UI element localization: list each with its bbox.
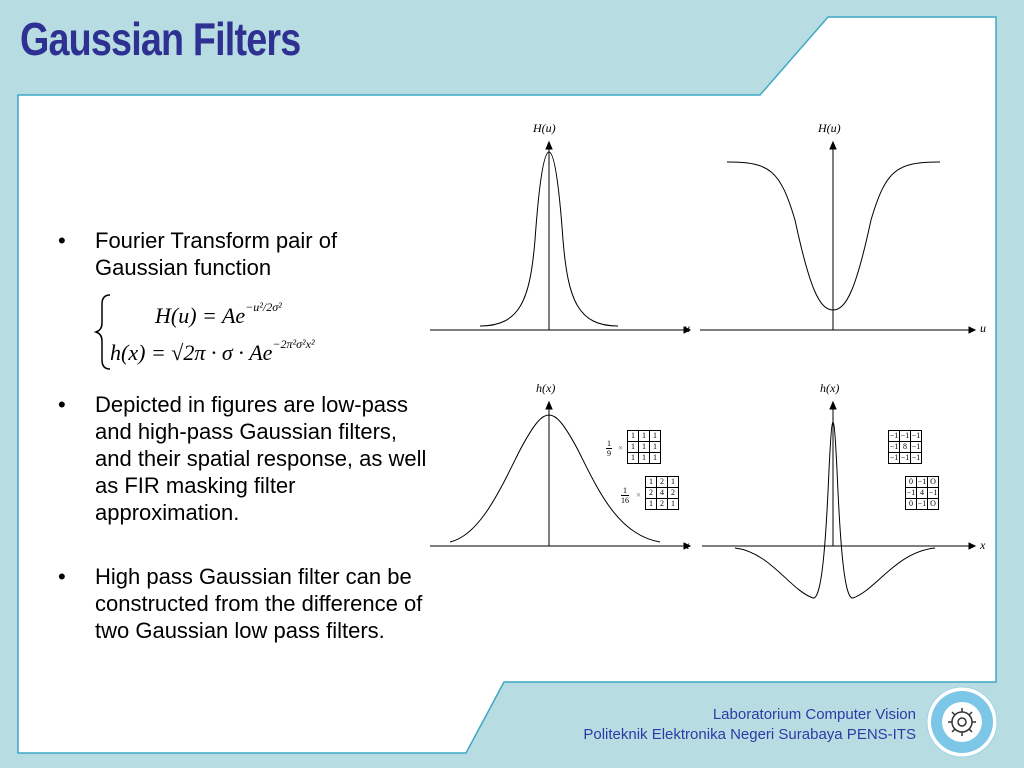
mask-cell: 1 bbox=[639, 442, 650, 453]
weighted-mask-scale-denominator: 16 bbox=[621, 496, 629, 505]
highpass-4-mask-matrix bbox=[905, 476, 939, 510]
mask-cell: 0 bbox=[906, 477, 917, 488]
arrow-icon bbox=[546, 142, 552, 149]
arrow-icon bbox=[969, 327, 975, 333]
freq-equation-exponent: −u²/2σ² bbox=[245, 299, 282, 314]
box-mask-matrix bbox=[627, 430, 661, 464]
mask-cell: −1 bbox=[889, 431, 899, 440]
mask-cell: O bbox=[928, 477, 939, 488]
mask-cell: −1 bbox=[889, 442, 899, 451]
arrow-icon bbox=[969, 543, 975, 549]
spatial-equation-lhs: h(x) = √2π · σ · Ae bbox=[110, 340, 273, 365]
spatial-equation-exponent: −2π²σ²x² bbox=[272, 336, 315, 351]
lowpass-spatial-xlabel: x bbox=[684, 538, 690, 552]
bullet-marker: • bbox=[58, 392, 66, 417]
mask-cell: 2 bbox=[657, 477, 668, 488]
mask-cell: 2 bbox=[646, 488, 657, 499]
mask-cell: 1 bbox=[628, 442, 639, 453]
highpass-spatial-ylabel: h(x) bbox=[820, 381, 840, 395]
highpass-freq-xlabel: u bbox=[980, 321, 986, 335]
freq-equation-lhs: H(u) = Ae bbox=[155, 303, 246, 328]
bullet-text: High pass Gaussian filter can be constructed from the difference of two Gaussian low pass filters. bbox=[95, 564, 423, 643]
mask-cell: 1 bbox=[646, 477, 657, 488]
institution-logo bbox=[926, 686, 998, 758]
weighted-mask-scale bbox=[621, 486, 629, 505]
weighted-mask-scale-numerator: 1 bbox=[623, 486, 627, 495]
mask-cell: 1 bbox=[650, 453, 661, 464]
mask-cell: 2 bbox=[657, 499, 668, 510]
slide-title: Gaussian Filters bbox=[20, 13, 301, 65]
mask-cell: −1 bbox=[917, 477, 927, 486]
mask-cell: 1 bbox=[639, 431, 650, 442]
mask-cell: 1 bbox=[639, 453, 650, 464]
bullet-text: Fourier Transform pair of Gaussian function bbox=[95, 228, 338, 280]
multiply-sign: × bbox=[636, 490, 642, 500]
arrow-icon bbox=[830, 142, 836, 149]
mask-cell: 1 bbox=[668, 477, 679, 488]
box-mask-scale bbox=[606, 439, 612, 458]
lowpass-freq-xlabel: u bbox=[684, 321, 690, 335]
bullet-text: Depicted in figures are low-pass and high-pass Gaussian filters, and their spatial response, as well as FIR masking filter approximation. bbox=[95, 392, 427, 525]
mask-cell: −1 bbox=[928, 488, 938, 497]
mask-cell: 2 bbox=[668, 488, 679, 499]
lowpass-freq-ylabel: H(u) bbox=[533, 121, 556, 135]
mask-cell: −1 bbox=[911, 431, 921, 440]
mask-cell: −1 bbox=[906, 488, 916, 497]
arrow-icon bbox=[546, 402, 552, 409]
highpass-8-mask-matrix bbox=[888, 430, 922, 464]
mask-cell: −1 bbox=[911, 442, 921, 451]
bullet-marker: • bbox=[58, 228, 66, 253]
mask-cell: 1 bbox=[650, 431, 661, 442]
mask-cell: −1 bbox=[900, 431, 910, 440]
highpass-freq-ylabel: H(u) bbox=[818, 121, 841, 135]
mask-cell: 4 bbox=[657, 488, 668, 499]
mask-cell: −1 bbox=[917, 499, 927, 508]
mask-cell: O bbox=[928, 499, 939, 510]
mask-cell: 8 bbox=[900, 442, 911, 453]
multiply-sign: × bbox=[618, 443, 624, 453]
arrow-icon bbox=[830, 402, 836, 409]
mask-cell: 1 bbox=[628, 453, 639, 464]
mask-cell: 0 bbox=[906, 499, 917, 510]
footer-credits bbox=[583, 705, 916, 745]
mask-cell: −1 bbox=[889, 453, 899, 462]
mask-cell: 1 bbox=[646, 499, 657, 510]
mask-cell: 1 bbox=[650, 442, 661, 453]
box-mask-scale-denominator: 9 bbox=[607, 449, 611, 458]
footer-institution: Politeknik Elektronika Negeri Surabaya PENS-ITS bbox=[583, 726, 916, 743]
bullet-marker: • bbox=[58, 564, 66, 589]
box-mask-scale-numerator: 1 bbox=[607, 439, 611, 448]
mask-cell: 1 bbox=[668, 499, 679, 510]
mask-cell: −1 bbox=[900, 453, 910, 462]
mask-cell: 1 bbox=[628, 431, 639, 442]
footer-lab-name: Laboratorium Computer Vision bbox=[712, 706, 916, 723]
lowpass-spatial-ylabel: h(x) bbox=[536, 381, 556, 395]
mask-cell: 4 bbox=[917, 488, 928, 499]
weighted-mask-matrix bbox=[645, 476, 679, 510]
mask-cell: −1 bbox=[911, 453, 921, 462]
highpass-spatial-xlabel: x bbox=[980, 538, 986, 552]
